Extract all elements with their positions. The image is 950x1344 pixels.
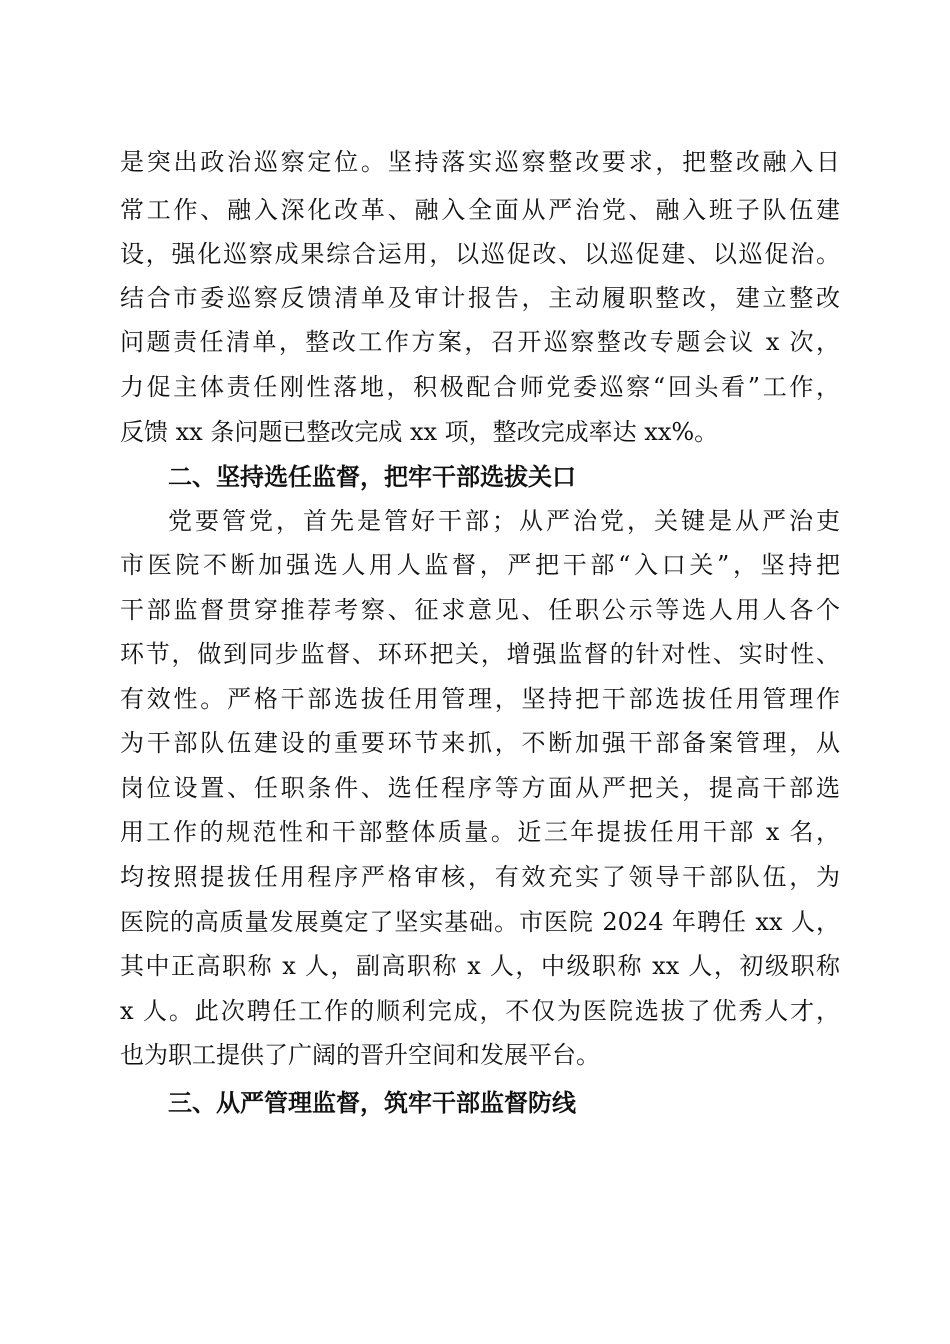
- paragraph-line: 结合市委巡察反馈清单及审计报告，主动履职整改，建立整改: [120, 284, 840, 312]
- paragraph-line: 力促主体责任刚性落地，积极配合师党委巡察“回头看”工作，: [120, 373, 840, 401]
- paragraph-line: 环节，做到同步监督、环环把关，增强监督的针对性、实时性、: [120, 640, 840, 668]
- paragraph-line: 为干部队伍建设的重要环节来抓，不断加强干部备案管理，从: [120, 729, 840, 757]
- paragraph-line: 党要管党，首先是管好干部；从严治党，关键是从严治吏: [168, 507, 840, 535]
- paragraph-line: x 人。此次聘任工作的顺利完成，不仅为医院选拔了优秀人才，: [120, 997, 840, 1025]
- paragraph-line: 医院的高质量发展奠定了坚实基础。市医院 2024 年聘任 xx 人，: [120, 908, 840, 936]
- paragraph-line: 有效性。严格干部选拔任用管理，坚持把干部选拔任用管理作: [120, 685, 840, 713]
- paragraph-line: 反馈 xx 条问题已整改完成 xx 项，整改完成率达 xx%。: [120, 418, 719, 446]
- section-heading: 三、从严管理监督，筑牢干部监督防线: [168, 1089, 576, 1117]
- paragraph-line: 市医院不断加强选人用人监督，严把干部“入口关”，坚持把: [120, 551, 840, 579]
- paragraph-line: 岗位设置、任职条件、选任程序等方面从严把关，提高干部选: [120, 774, 840, 802]
- paragraph-line: 也为职工提供了广阔的晋升空间和发展平台。: [120, 1041, 600, 1069]
- paragraph-line: 是突出政治巡察定位。坚持落实巡察整改要求，把整改融入日: [120, 148, 840, 176]
- section-heading: 二、坚持选任监督，把牢干部选拔关口: [168, 463, 576, 491]
- paragraph-line: 用工作的规范性和干部整体质量。近三年提拔任用干部 x 名，: [120, 818, 840, 846]
- paragraph-line: 均按照提拔任用程序严格审核，有效充实了领导干部队伍，为: [120, 863, 840, 891]
- paragraph-line: 常工作、融入深化改革、融入全面从严治党、融入班子队伍建: [120, 196, 840, 224]
- paragraph-line: 其中正高职称 x 人，副高职称 x 人，中级职称 xx 人，初级职称: [120, 952, 840, 980]
- paragraph-line: 问题责任清单，整改工作方案，召开巡察整改专题会议 x 次，: [120, 328, 840, 356]
- paragraph-line: 设，强化巡察成果综合运用，以巡促改、以巡促建、以巡促治。: [120, 240, 840, 268]
- paragraph-line: 干部监督贯穿推荐考察、征求意见、任职公示等选人用人各个: [120, 596, 840, 624]
